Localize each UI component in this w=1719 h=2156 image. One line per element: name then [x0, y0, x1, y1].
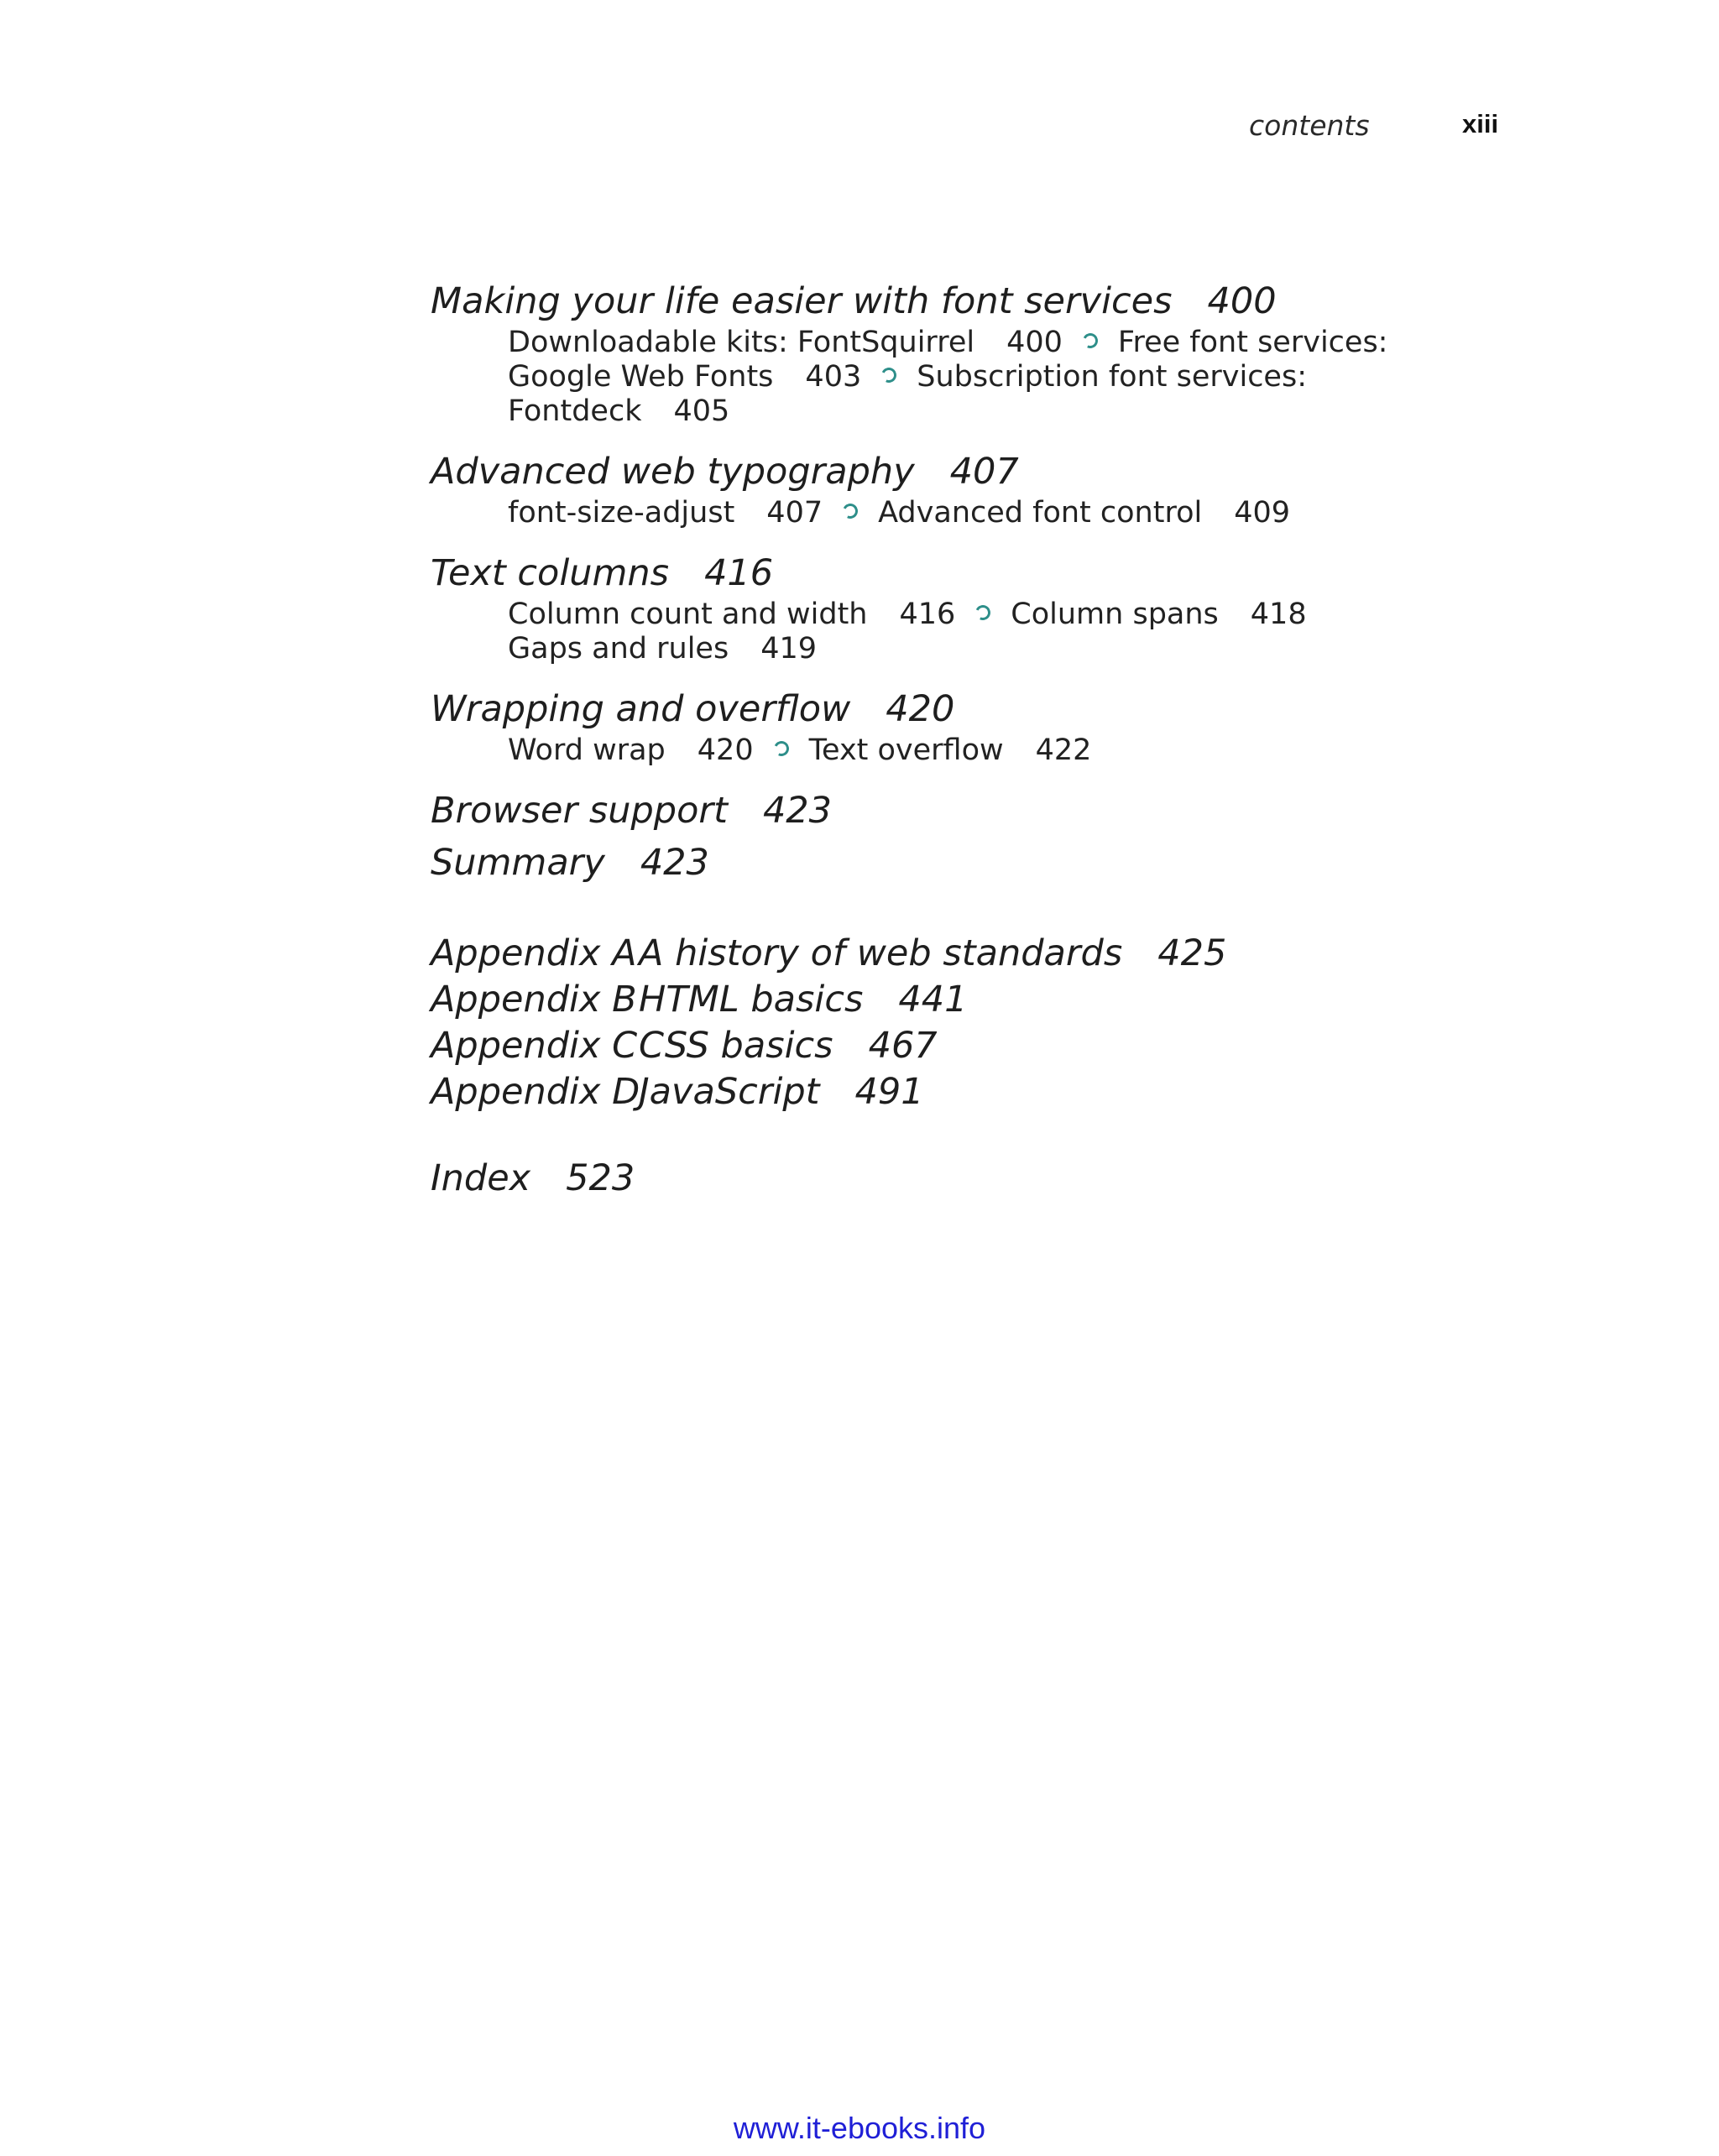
toc-entry-page: 420	[886, 688, 955, 730]
toc-entry-title: Index	[431, 1157, 531, 1199]
appendix-label: Appendix D	[431, 1071, 640, 1113]
toc-subentry-line	[508, 360, 1396, 394]
toc-subentry-title[interactable]: Column spans	[1011, 598, 1219, 631]
toc-entry[interactable]	[431, 838, 1396, 887]
appendix-label: Appendix C	[431, 1025, 638, 1067]
bullet-icon	[974, 603, 993, 622]
appendix-page: 441	[898, 979, 968, 1021]
toc-entry-title: Making your life easier with font services	[431, 280, 1173, 322]
toc-subentry-page: 405	[673, 394, 730, 428]
toc-subentries	[508, 598, 1396, 666]
toc-subentries	[508, 733, 1396, 768]
appendix-entry[interactable]	[431, 977, 1396, 1023]
appendix-entry[interactable]	[431, 1023, 1396, 1069]
toc-subentry-page: 407	[766, 496, 823, 530]
toc-entry-title: Wrapping and overflow	[431, 688, 851, 730]
appendix-entry[interactable]	[431, 1069, 1396, 1115]
toc-entry[interactable]	[431, 685, 1396, 768]
toc-subentry-title[interactable]: Column count and width	[508, 598, 868, 631]
toc-entry-page: 407	[949, 451, 1019, 493]
toc-subentry-line	[508, 733, 1396, 768]
toc-subentry-line	[508, 632, 1396, 666]
toc-entry[interactable]	[431, 786, 1396, 835]
bullet-icon	[771, 739, 791, 758]
toc-entry[interactable]	[431, 549, 1396, 666]
toc-entry[interactable]	[431, 277, 1396, 429]
toc-entry-heading[interactable]	[431, 447, 1396, 496]
toc-entry-page: 416	[704, 552, 774, 594]
appendix-label: Appendix B	[431, 979, 637, 1021]
toc-subentry-title[interactable]: Free font services:	[1117, 326, 1388, 359]
toc-subentry-title[interactable]: Text overflow	[808, 733, 1004, 767]
toc-subentry-title[interactable]: Word wrap	[508, 733, 666, 767]
toc-entry-page: 400	[1207, 280, 1277, 322]
bullet-icon	[880, 365, 899, 384]
toc-entry-heading[interactable]	[431, 1154, 1396, 1203]
toc-entry-title: Browser support	[431, 790, 728, 832]
toc-subentries	[508, 496, 1396, 530]
toc-entry[interactable]	[431, 447, 1396, 530]
toc-entry-heading[interactable]	[431, 838, 1396, 887]
toc-subentry-line	[508, 326, 1396, 360]
toc-subentry-page: 418	[1250, 598, 1307, 631]
toc-subentry-title[interactable]: Fontdeck	[508, 394, 642, 428]
toc-entry-page: 423	[640, 842, 709, 884]
bullet-icon	[841, 501, 860, 520]
appendix-page: 425	[1157, 932, 1227, 974]
toc-subentry-page: 409	[1234, 496, 1291, 530]
toc-subentry-line	[508, 598, 1396, 632]
spacer	[431, 1115, 1396, 1154]
toc-entry-page: 423	[762, 790, 833, 832]
toc-subentry-title[interactable]: font-size-adjust	[508, 496, 735, 530]
appendix-title: HTML basics	[639, 979, 864, 1021]
bullet-icon	[1080, 331, 1100, 350]
running-header-section: contents	[1249, 109, 1370, 142]
spacer	[431, 887, 1396, 931]
appendix-list	[431, 931, 1396, 1115]
spacer	[431, 429, 1396, 447]
toc-entry-heading[interactable]	[431, 786, 1396, 835]
spacer	[431, 768, 1396, 786]
toc-entry-title: Advanced web typography	[431, 451, 915, 493]
toc-subentry-title[interactable]: Google Web Fonts	[508, 360, 774, 394]
spacer	[431, 666, 1396, 685]
toc-subentry-title[interactable]: Advanced font control	[878, 496, 1203, 530]
toc-subentry-page: 416	[899, 598, 956, 631]
appendix-title: A history of web standards	[639, 932, 1123, 974]
spacer	[431, 530, 1396, 549]
appendix-page: 467	[868, 1025, 938, 1067]
toc-subentries	[508, 326, 1396, 429]
page-number: xiii	[1462, 109, 1499, 138]
toc-subentry-line	[508, 496, 1396, 530]
table-of-contents	[431, 277, 1396, 1203]
toc-subentry-page: 419	[760, 632, 817, 666]
toc-entry-heading[interactable]	[431, 685, 1396, 733]
toc-subentry-page: 422	[1035, 733, 1092, 767]
toc-entry-heading[interactable]	[431, 277, 1396, 326]
toc-subentry-page: 400	[1006, 326, 1063, 359]
toc-subentry-title[interactable]: Subscription font services:	[917, 360, 1307, 394]
toc-subentry-page: 420	[697, 733, 754, 767]
appendix-label: Appendix A	[431, 932, 637, 974]
toc-subentry-line	[508, 394, 1396, 429]
toc-subentry-title[interactable]: Downloadable kits: FontSquirrel	[508, 326, 975, 359]
toc-entry-page: 523	[566, 1157, 635, 1199]
toc-entry-heading[interactable]	[431, 549, 1396, 598]
appendix-title: CSS basics	[639, 1025, 833, 1067]
running-header	[0, 109, 1719, 151]
toc-entry-index[interactable]	[431, 1154, 1396, 1203]
toc-subentry-title[interactable]: Gaps and rules	[508, 632, 729, 666]
appendix-entry[interactable]	[431, 931, 1396, 977]
toc-subentry-page: 403	[805, 360, 862, 394]
appendix-title: JavaScript	[639, 1071, 820, 1113]
toc-entry-title: Text columns	[431, 552, 670, 594]
footer-website-link[interactable]: www.it-ebooks.info	[733, 2111, 986, 2145]
appendix-page: 491	[854, 1071, 924, 1113]
toc-entry-title: Summary	[431, 842, 605, 884]
